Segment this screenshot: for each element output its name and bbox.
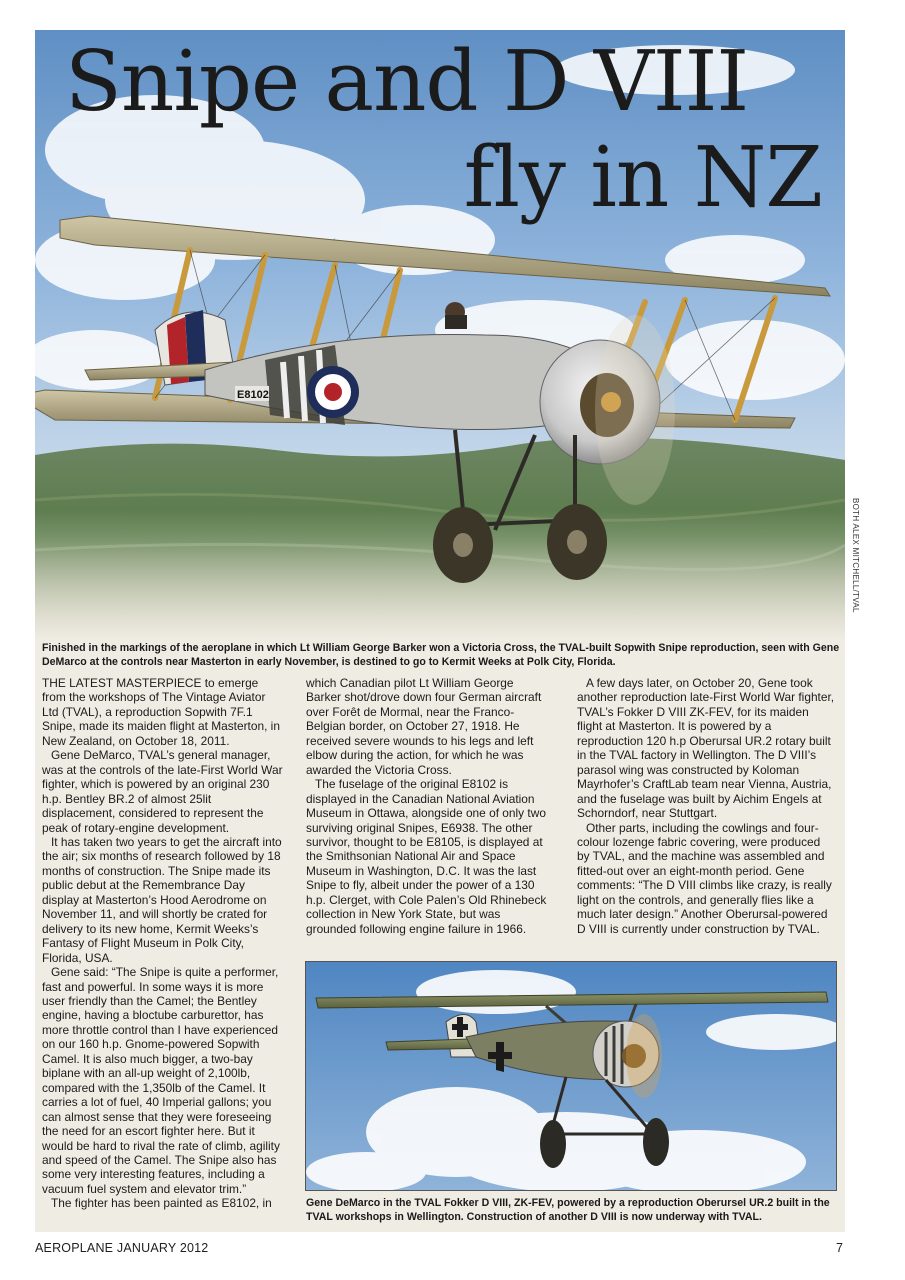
paragraph: Other parts, including the cowlings and four-colour lozenge fabric covering, were produced by TVAL, and the machine was assembled and fitted-out over an eight-month period. Gene comments: “The D VIII climbs like crazy, is really light on the controls, and generally flies like a much later design.” Another Oberursal-powered D VIII is currently under construction by TVAL. bbox=[577, 820, 832, 936]
top-photo-caption: Finished in the markings of the aeroplane in which Lt William George Barker won a Victoria Cross, the TVAL-built Sopwith Snipe reproduction, seen with Gene DeMarco at the controls near Masterton in early November, is destined to go to Kermit Weeks at Polk City, Florida. bbox=[42, 642, 840, 668]
footer-publication: AEROPLANE JANUARY 2012 bbox=[35, 1241, 209, 1255]
article-column-3 bbox=[577, 676, 835, 936]
paragraph: Gene said: “The Snipe is quite a performer, fast and powerful. In some ways it is more user friendly than the Camel; the Bentley engine, having a bloctube carburettor, has more throttle control than I have experienced on our 160 h.p. Gnome-powered Sopwith Camel. It is also much bigger, a two-bay biplane with an all-up weight of 2,100lb, compared with the 1,350lb of the Camel. It carries a lot of fuel, 40 Imperial gallons; you can almost sense that they were foreseeing the need for an escort fighter here. But it would be hard to rival the rate of climb, agility and speed of the Camel. The Snipe also has some very interesting features, including a vacuum fuel system and elevator trim.” bbox=[42, 965, 280, 1196]
serial-marking: E8102 bbox=[237, 389, 269, 401]
roundel bbox=[307, 366, 359, 418]
paragraph: which Canadian pilot Lt William George Barker shot/drove down four German aircraft over Forêt de Mormal, near the Franco-Belgian border, on October 27, 1918. He received severe wounds to his legs and left elbow during the action, for which he was awarded the Victoria Cross. bbox=[306, 676, 542, 777]
fokker-photo bbox=[305, 961, 837, 1191]
paragraph: It has taken two years to get the aircraft into the air; six months of research followed by 18 months of construction. The Snipe made its public debut at the Remembrance Day display at Masterton’s Hood Aerodrome on November 11, and will shortly be crated for delivery to its new home, Kermit Weeks’s Fantasy of Flight Museum in Polk City, Florida, USA. bbox=[42, 834, 282, 965]
photo-credit: BOTH ALEX MITCHELL/TVAL bbox=[851, 498, 860, 613]
headline bbox=[40, 34, 830, 226]
paragraph: Gene DeMarco, TVAL’s general manager, was at the controls of the late-First World War fighter, which is powered by an original 230 h.p. Bentley BR.2 of almost 25lit displacement, considered to represent the peak of rotary-engine development. bbox=[42, 748, 283, 835]
headline-line-2: fly in NZ bbox=[463, 129, 822, 226]
paragraph: The fighter has been painted as E8102, in bbox=[51, 1196, 272, 1211]
paragraph: THE LATEST MASTERPIECE to emerge from the workshops of The Vintage Aviator Ltd (TVAL), a reproduction Sopwith 7F.1 Snipe, made its maiden flight at Masterton, in New Zealand, on October 18, 2011. bbox=[42, 676, 280, 748]
paragraph: The fuselage of the original E8102 is displayed in the Canadian National Aviation Museum in Ottawa, alongside one of only two surviving original Snipes, E6938. The other survivor, thought to be E8105, is displayed at the Smithsonian National Air and Space Museum in Washington, D.C. It was the last Snipe to fly, albeit under the power of a 130 h.p. Clerget, with Cole Palen’s Old Rhinebeck collection in New York State, but was grounded following engine failure in 1966. bbox=[306, 777, 547, 936]
bottom-photo-caption: Gene DeMarco in the TVAL Fokker D VIII, ZK-FEV, powered by a reproduction Oberursel UR.2 built in the TVAL workshops in Wellington. Construction of another D VIII is now underway with TVAL. bbox=[306, 1197, 830, 1223]
fokker-illustration bbox=[306, 962, 836, 1190]
page-number: 7 bbox=[836, 1241, 843, 1255]
article-column-2 bbox=[306, 676, 551, 936]
paragraph: A few days later, on October 20, Gene took another reproduction late-First World War fighter, TVAL’s Fokker D VIII ZK-FEV, for its maiden flight at Masterton. It is powered by a reproduction 120 h.p Oberursal UR.2 rotary built in the TVAL factory in Wellington. The D VIII’s parasol wing was constructed by Koloman Mayrhofer’s CraftLab team near Vienna, Austria, and the fuselage was built by Aichim Engels at Schorndorf, near Stuttgart. bbox=[577, 676, 835, 821]
headline-line-1: Snipe and D VIII bbox=[65, 33, 749, 130]
article-column-1 bbox=[42, 676, 285, 1211]
